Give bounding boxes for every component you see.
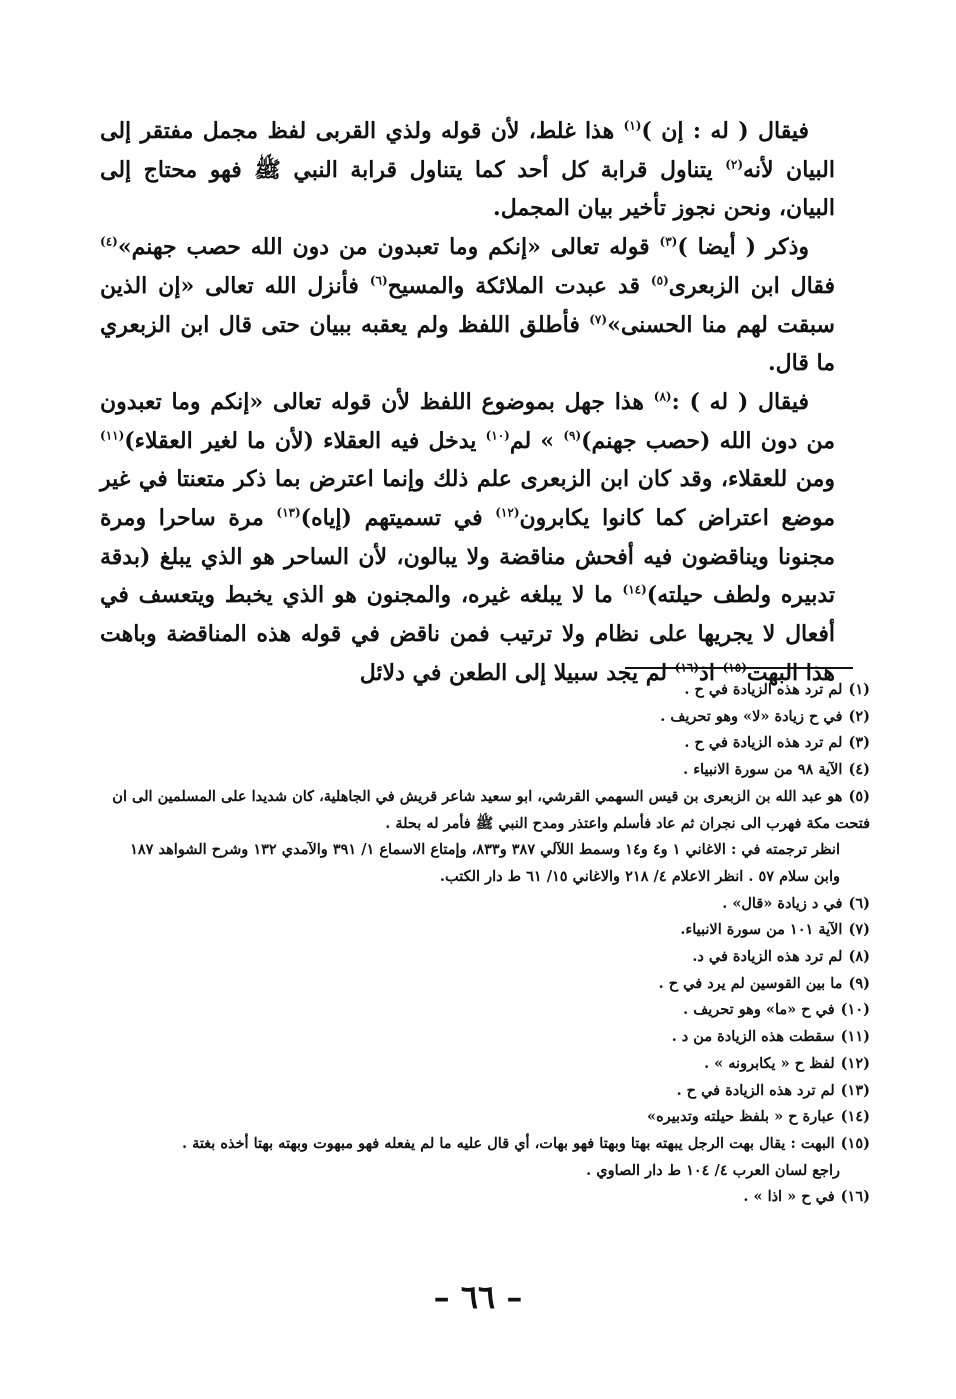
footnote-ref: (٧)	[589, 312, 608, 327]
footnote-ref: (١٢)	[495, 505, 520, 520]
footnote-number: (٩)	[848, 974, 870, 992]
footnote-ref: (٥)	[650, 273, 669, 288]
footnote-number: (٦)	[848, 894, 870, 912]
paragraph-1	[100, 112, 835, 228]
footnote-item	[100, 944, 870, 971]
footnote-item	[100, 1078, 870, 1105]
footnote-ref: (١٤)	[622, 583, 647, 598]
footnote-item	[100, 1131, 870, 1158]
footnote-item	[100, 730, 870, 757]
footnote-number: (٣)	[848, 734, 870, 752]
footnote-item	[100, 1024, 870, 1051]
footnote-text: في ح «ما» وهو تحريف .	[683, 1001, 835, 1019]
footnote-text: الآية ١٠١ من سورة الانبياء.	[680, 921, 843, 939]
text-run: هذا غلط، لأن قوله ولذي القربى لفظ مجمل مفتقر إلى البيان لأنه	[100, 118, 835, 183]
footnote-item	[100, 1104, 870, 1131]
footnote-item	[100, 917, 870, 944]
footnote-number: (١٠)	[840, 1001, 870, 1019]
footnote-text: هو عبد الله بن الزبعرى بن قيس السهمي القرشي، ابو سعيد شاعر قريش في الجاهلية، كان شديدا على المسلمين الى ان فتحت مكة فهرب الى نجران ثم عاد فأسلم واعتذر ومدح النبي ﷺ فأمر له بحلة .	[112, 787, 870, 832]
footnote-text: لم ترد هذه الزيادة في د.	[692, 948, 843, 966]
footnotes-list	[100, 677, 870, 1211]
text-run: فأنزل الله تعالى «إن الذين سبقت لهم منا الحسنى»	[100, 272, 835, 338]
text-run: فقال ابن الزبعرى	[668, 272, 836, 299]
footnote-text: في د زيادة «قال» .	[722, 894, 843, 912]
footnote-item	[100, 1184, 870, 1211]
footnote-ref: (١٥)	[722, 660, 747, 675]
text-run: هذا جهل بموضوع اللفظ لأن قوله تعالى «إنكم وما تعبدون من دون الله (حصب جهنم)	[100, 388, 835, 454]
text-run: يتناول قرابة كل أحد كما يتناول قرابة النبي ﷺ فهو محتاج إلى البيان، ونحن نجوز تأخير بيان المجمل.	[100, 156, 835, 222]
footnote-continuation: راجع لسان العرب ٤/ ١٠٤ ط دار الصاوي .	[586, 1161, 840, 1179]
footnote-number: (٧)	[848, 921, 870, 939]
footnote-item	[100, 704, 870, 731]
footnote-number: (١)	[848, 681, 870, 698]
text-run: مرة ساحرا ومرة مجنونا ويناقضون فيه أفحش مناقضة ولا يبالون، لأن الساحر هو الذي يبلغ (بدقة تدبيره ولطف حيلته)	[100, 505, 835, 609]
footnote-number: (٢)	[848, 707, 870, 725]
text-run: فيقال ( له : إن )	[641, 118, 809, 144]
footnote-ref: (٣)	[659, 234, 678, 249]
footnote-text: لم ترد هذه الزيادة في ح .	[676, 1081, 835, 1099]
footnote-text: لم ترد هذه الزيادة في ح .	[684, 681, 843, 698]
text-run: اذ	[699, 659, 723, 686]
footnote-text: الآية ٩٨ من سورة الانبياء .	[683, 761, 843, 779]
text-run: ومن للعقلاء، وقد كان ابن الزبعرى علم ذلك وإنما اعترض بما ذكر متعنتا في غير موضع اعتراض كما كانوا يكابرون	[100, 466, 835, 532]
text-run: وذكر ( أيضا )	[677, 234, 809, 261]
text-run: ما لا يبلغه غيره، والمجنون هو الذي يخبط ويتعسف في أفعال لا يجريها على نظام ولا ترتيب فمن ناقض في قوله هذه المناقضة وباهت هذا البهت	[100, 582, 835, 686]
footnote-ref: (١١)	[100, 428, 125, 443]
paragraph-3	[100, 383, 835, 693]
footnote-continuation: انظر ترجمته في : الاغاني ١ و٤ و١٤ وسمط اللآلي ٣٨٧ و٨٣٣، وإمتاع الاسماع ١/ ٣٩١ والآمدي ١٣٢ وشرح الشواهد ١٨٧ وابن سلام ٥٧ . انظر الاعلام ٤/ ٢١٨ والاغاني ١٥/ ٦١ ط دار الكتب.	[130, 841, 840, 885]
text-run: يدخل فيه العقلاء (لأن ما لغير العقلاء)	[124, 427, 486, 454]
text-run: قوله تعالى «إنكم وما تعبدون من دون الله حصب جهنم»	[117, 234, 660, 261]
footnote-ref: (٦)	[369, 273, 388, 288]
footnote-divider	[625, 667, 853, 669]
footnote-item	[100, 1051, 870, 1078]
footnote-text: في ح « اذا » .	[743, 1188, 835, 1206]
footnote-ref: (١٠)	[485, 428, 510, 443]
footnote-text: عبارة ح « بلفظ حيلته وتدبيره»	[647, 1108, 835, 1126]
footnote-number: (١٥)	[840, 1134, 870, 1152]
footnote-text: في ح زيادة «لا» وهو تحريف .	[660, 707, 843, 725]
text-run: قد عبدت الملائكة والمسيح	[387, 272, 651, 299]
text-run: في تسميتهم (إياه)	[300, 505, 496, 532]
footnote-number: (٥)	[848, 787, 870, 805]
footnote-ref: (٩)	[563, 428, 582, 443]
footnote-number: (١٢)	[840, 1054, 870, 1072]
footnote-text: لم ترد هذه الزيادة في ح .	[684, 734, 843, 752]
footnote-item	[100, 784, 870, 837]
text-run: لم يجد سبيلا إلى الطعن في دلائل	[359, 659, 675, 686]
paragraph-2	[100, 228, 835, 383]
footnote-ref: (١٦)	[674, 660, 700, 675]
footnote-number: (١١)	[840, 1028, 870, 1046]
footnote-item	[100, 757, 870, 784]
footnote-text: سقطت هذه الزيادة من د .	[671, 1028, 835, 1046]
footnote-number: (١٣)	[840, 1081, 870, 1099]
main-text	[100, 112, 835, 693]
footnote-ref: (٢)	[725, 157, 744, 172]
footnote-number: (١٤)	[840, 1108, 870, 1126]
text-run: فأطلق اللفظ ولم يعقبه ببيان حتى قال ابن الزبعري ما قال.	[100, 311, 835, 377]
footnote-ref: (١)	[623, 118, 642, 133]
footnote-item	[100, 971, 870, 998]
footnote-text: ما بين القوسين لم يرد في ح .	[658, 974, 843, 992]
footnote-number: (١٦)	[840, 1188, 870, 1206]
footnote-text: لفظ ح « يكابرونه » .	[704, 1054, 835, 1072]
footnote-text: البهت : يقال بهت الرجل يبهته بهتا وبهتا فهو بهات، أي قال عليه ما لم يفعله فهو مبهوت وبهته بهتا أخذه بغتة .	[182, 1134, 835, 1152]
footnote-ref: (٨)	[653, 389, 672, 404]
footnote-ref: (١٣)	[276, 505, 301, 520]
footnote-number: (٤)	[848, 761, 870, 779]
footnote-item	[100, 891, 870, 918]
text-run: فيقال ( له ) :	[671, 388, 810, 415]
footnote-item	[100, 677, 870, 704]
page-number: – ٦٦ –	[433, 1278, 523, 1316]
footnote-ref: (٤)	[100, 234, 118, 249]
footnote-item	[100, 997, 870, 1024]
text-run: » لم	[509, 427, 564, 454]
footnote-number: (٨)	[848, 948, 870, 966]
